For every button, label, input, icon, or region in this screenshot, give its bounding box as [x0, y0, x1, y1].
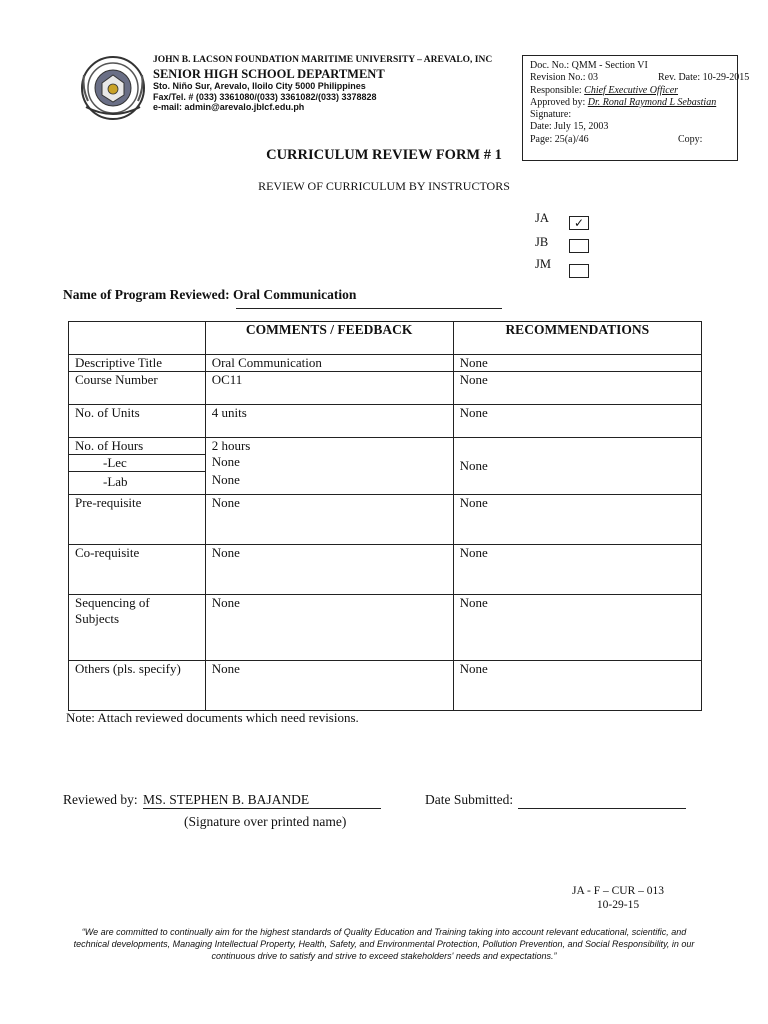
- copy-label: Copy:: [678, 133, 703, 145]
- document-control-box: [522, 55, 750, 161]
- row-comment[interactable]: None: [205, 545, 453, 595]
- table-row: [69, 372, 702, 405]
- table-row: [69, 495, 702, 545]
- row-item-hours: [69, 438, 206, 495]
- review-table: [68, 321, 702, 711]
- form-subtitle: REVIEW OF CURRICULUM BY INSTRUCTORS: [258, 179, 510, 193]
- lec-value: None: [211, 454, 240, 469]
- form-date: 10-29-15: [596, 898, 640, 911]
- date-row: Date: July 15, 2003: [530, 121, 609, 133]
- row-comment-hours[interactable]: [205, 438, 453, 495]
- address: Sto. Niño Sur, Arevalo, Iloilo City 5000 Philippines: [153, 81, 366, 92]
- header-blank: [69, 322, 206, 355]
- lab-label: -Lab: [69, 471, 205, 490]
- approved-label: Approved by:: [530, 96, 586, 108]
- date-submitted-field[interactable]: [518, 808, 686, 809]
- reviewer-name[interactable]: MS. STEPHEN B. BAJANDE: [143, 792, 310, 807]
- doc-no: Doc. No.: QMM - Section VI: [530, 60, 648, 71]
- quality-statement: “We are committed to continually aim for the highest standards of Quality Education and Training taking into account relevant educational, scientific, and technical developments, Managing Intellectual Property, Health, Safety, and Environmental Protection, Pollution Prevention, and Social Responsibility, in our continuous drive to satisfy and strive to exceed stakeholders' needs and expectations.”: [73, 927, 695, 961]
- checkbox-jb[interactable]: [569, 239, 589, 253]
- row-comment[interactable]: OC11: [205, 372, 453, 405]
- table-header-row: [69, 322, 702, 355]
- responsible-value: Chief Executive Officer: [584, 84, 679, 96]
- responsible-row: [530, 85, 730, 97]
- revision-row: [530, 72, 750, 84]
- row-item: No. of Units: [69, 405, 206, 438]
- university-logo: [80, 55, 146, 121]
- row-item: Course Number: [69, 372, 206, 405]
- row-recommendation[interactable]: None: [453, 595, 701, 661]
- row-item: Co-requisite: [69, 545, 206, 595]
- row-comment[interactable]: None: [205, 595, 453, 661]
- university-name: JOHN B. LACSON FOUNDATION MARITIME UNIVERSITY – AREVALO, INC: [153, 55, 493, 65]
- revision-no: Revision No.: 03: [530, 72, 599, 84]
- row-recommendation[interactable]: None: [453, 661, 701, 711]
- row-recommendation[interactable]: None: [453, 545, 701, 595]
- row-item: Pre-requisite: [69, 495, 206, 545]
- row-item: Sequencing of Subjects: [69, 595, 206, 661]
- hours-label: No. of Hours: [75, 438, 144, 453]
- form-code-block: [568, 885, 668, 912]
- row-recommendation[interactable]: None: [453, 438, 701, 495]
- hours-value: 2 hours: [211, 438, 251, 453]
- rev-date: Rev. Date: 10-29-2015: [658, 72, 750, 84]
- checkbox-jm[interactable]: [569, 264, 589, 278]
- row-comment[interactable]: None: [205, 495, 453, 545]
- table-row: [69, 661, 702, 711]
- email: e-mail: admin@arevalo.jblcf.edu.ph: [153, 101, 305, 112]
- reviewed-by-label: Reviewed by:: [63, 792, 138, 807]
- row-recommendation[interactable]: None: [453, 355, 701, 372]
- row-comment[interactable]: Oral Communication: [205, 355, 453, 372]
- page-number: Page: 25(a)/46: [530, 133, 589, 145]
- reviewer-underline: [143, 808, 381, 809]
- row-recommendation[interactable]: None: [453, 405, 701, 438]
- program-value: Oral Communication: [232, 287, 357, 302]
- header-recommendations: RECOMMENDATIONS: [453, 322, 701, 355]
- program-underline: [236, 308, 502, 309]
- lab-value: None: [211, 472, 240, 487]
- responsible-label: Responsible:: [530, 84, 582, 96]
- fax-tel: Fax/Tel. # (033) 3361080/(033) 3361082/(033) 3378828: [153, 91, 377, 102]
- page-row: [530, 134, 730, 146]
- row-item: Descriptive Title: [69, 355, 206, 372]
- approved-row: [530, 97, 730, 109]
- table-row: [69, 405, 702, 438]
- lec-label: -Lec: [69, 454, 205, 471]
- checkbox-ja[interactable]: ✓: [569, 216, 589, 230]
- checkbox-label-jm: JM: [535, 257, 551, 271]
- table-row: [69, 438, 702, 495]
- form-title: CURRICULUM REVIEW FORM # 1: [266, 147, 502, 163]
- row-comment[interactable]: None: [205, 661, 453, 711]
- row-recommendation[interactable]: None: [453, 495, 701, 545]
- row-comment[interactable]: 4 units: [205, 405, 453, 438]
- header-comments: COMMENTS / FEEDBACK: [205, 322, 453, 355]
- department-name: SENIOR HIGH SCHOOL DEPARTMENT: [153, 66, 385, 81]
- date-submitted-label: Date Submitted:: [425, 792, 514, 807]
- checkbox-label-ja: JA: [535, 211, 549, 225]
- row-recommendation[interactable]: None: [453, 372, 701, 405]
- table-row: [69, 595, 702, 661]
- checkbox-label-jb: JB: [535, 235, 549, 249]
- university-header: [153, 55, 492, 112]
- approved-value: Dr. Ronal Raymond L Sebastian: [587, 96, 717, 108]
- program-reviewed: [63, 287, 356, 303]
- table-row: [69, 545, 702, 595]
- signature-row: Signature:: [530, 109, 572, 121]
- program-label: Name of Program Reviewed:: [63, 287, 230, 302]
- signature-caption: (Signature over printed name): [184, 814, 347, 829]
- row-item: Others (pls. specify): [69, 661, 206, 711]
- table-row: [69, 355, 702, 372]
- form-code: JA - F – CUR – 013: [571, 885, 665, 897]
- note: Note: Attach reviewed documents which need revisions.: [66, 710, 359, 725]
